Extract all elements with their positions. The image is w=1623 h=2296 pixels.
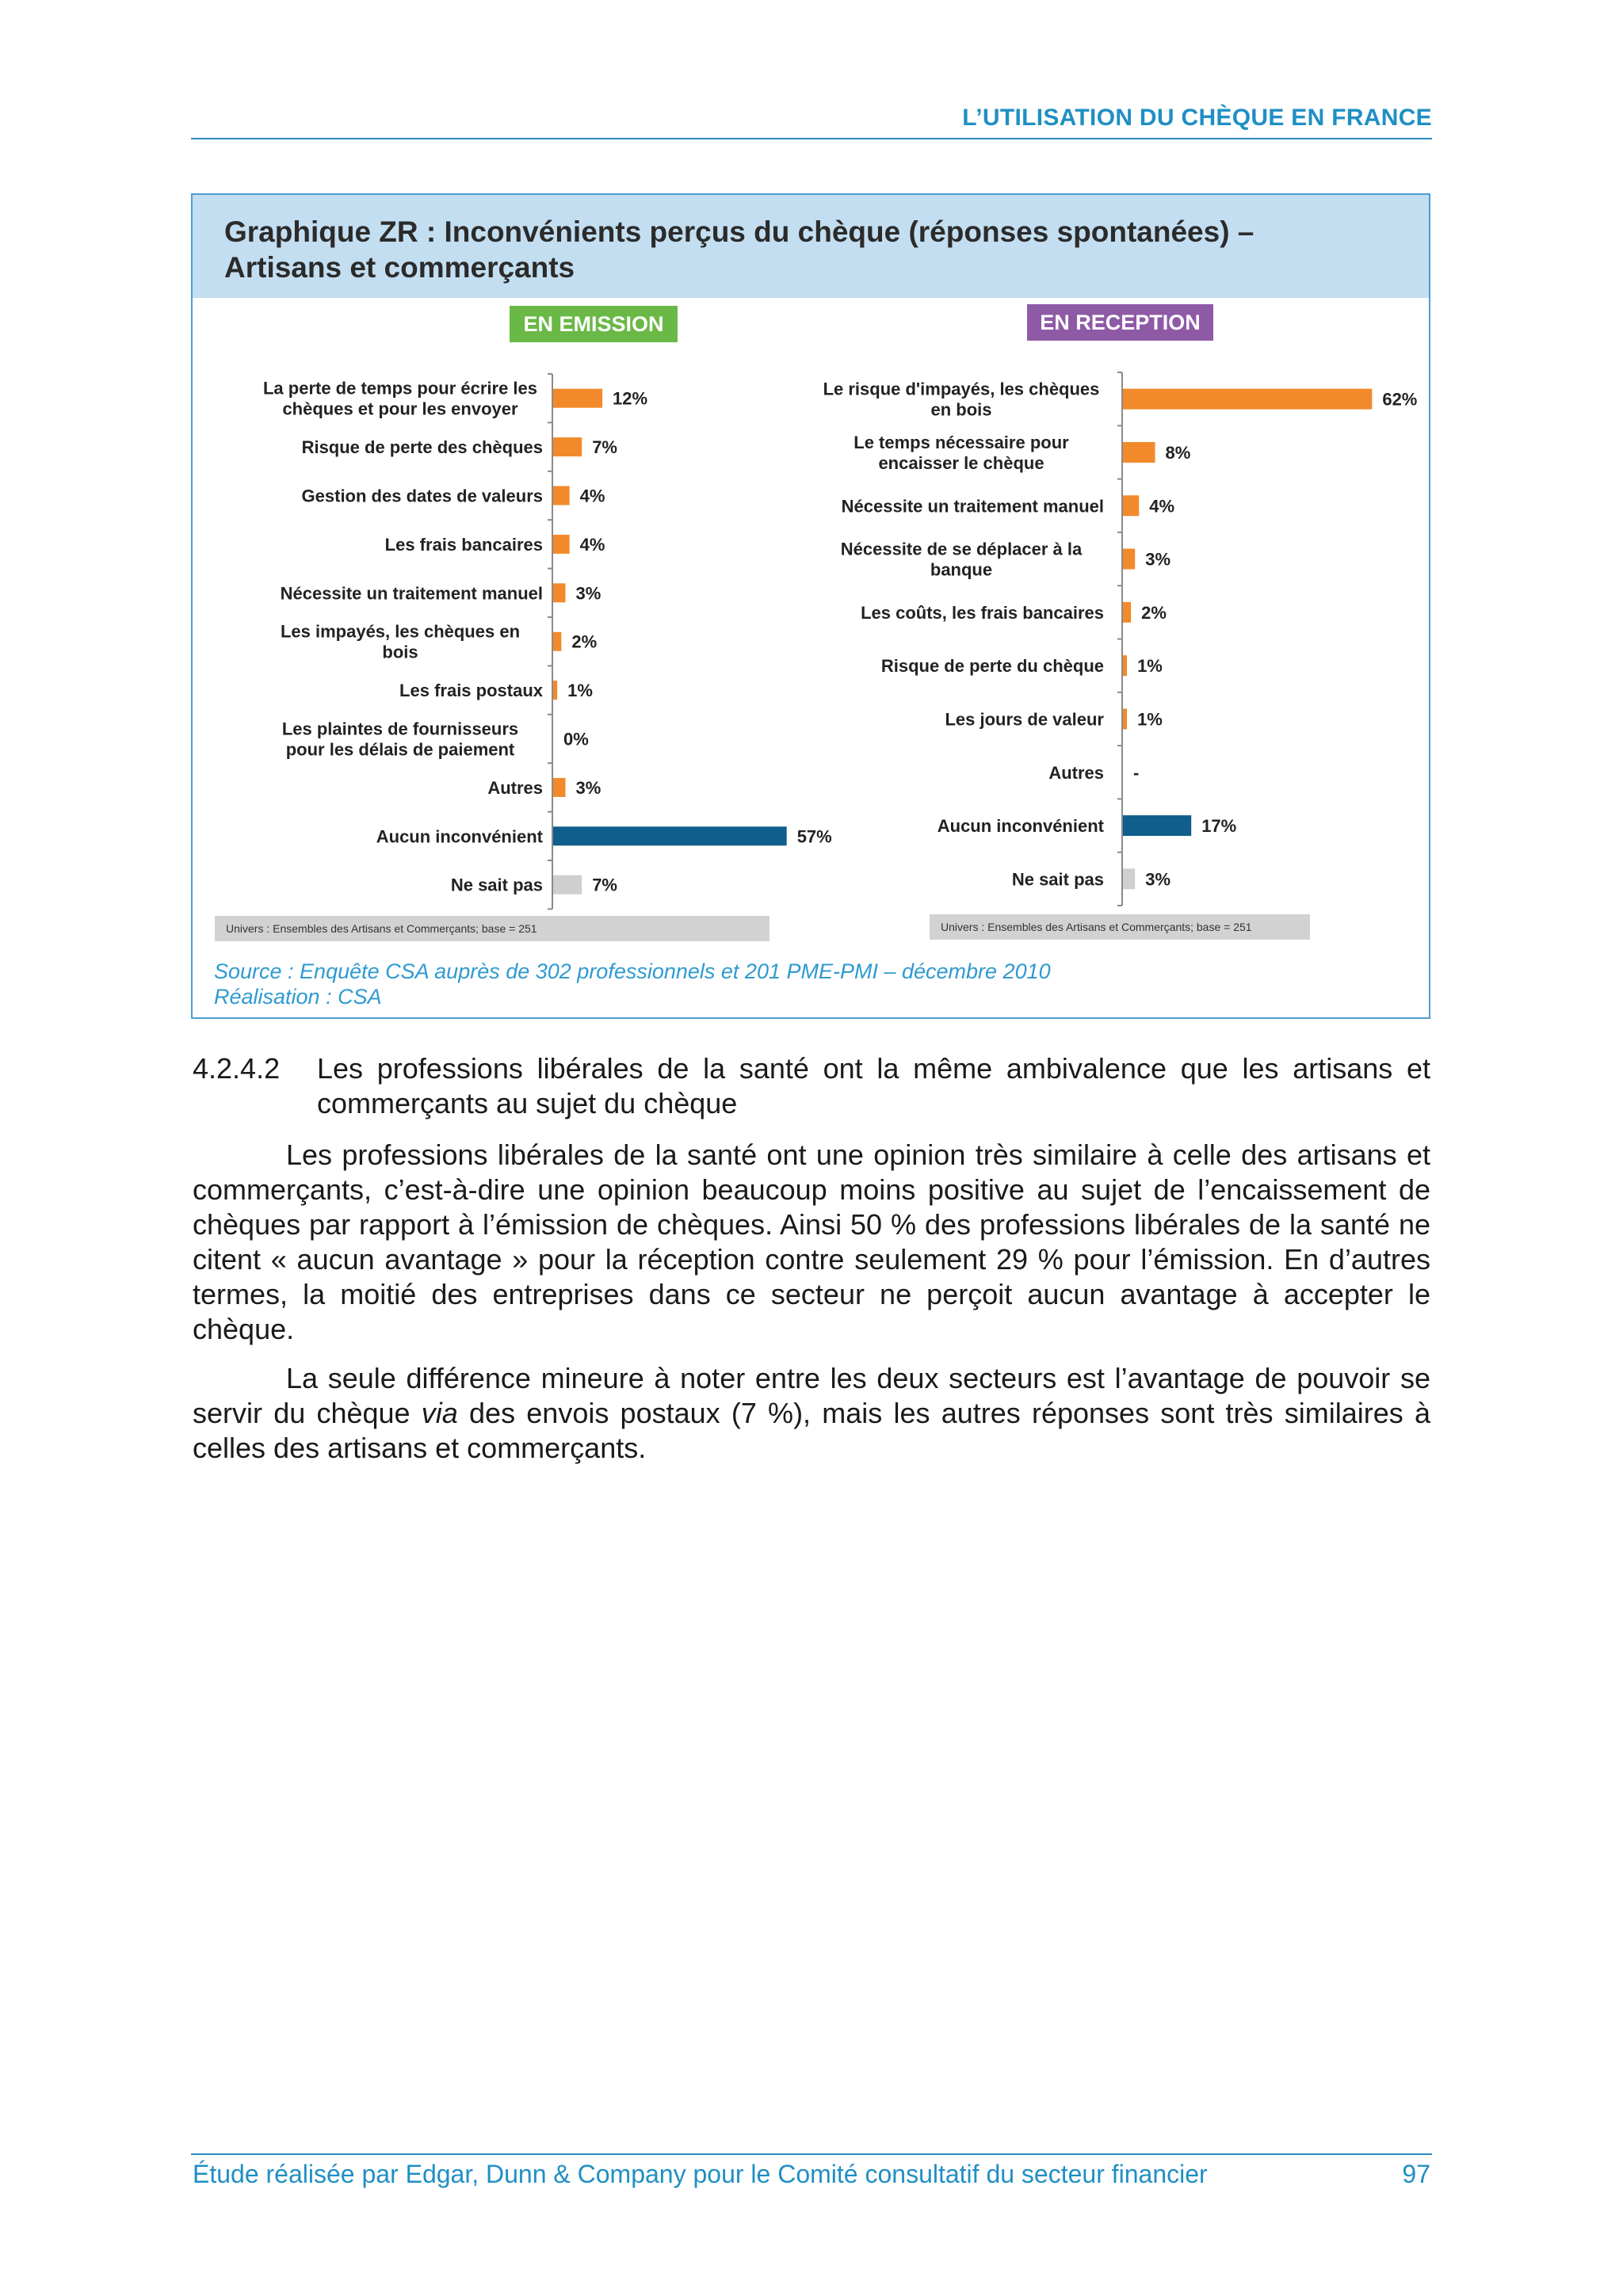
emission-bar [553,875,582,894]
running-header-title: L’UTILISATION DU CHÈQUE EN FRANCE [962,105,1432,131]
source-line: Source : Enquête CSA auprès de 302 professionnels et 201 PME-PMI – décembre 2010 [214,959,1051,983]
figure-box [191,193,1430,1019]
emission-bar [553,826,787,845]
reception-bar [1123,655,1127,676]
reception-category-label: Le risque d'impayés, les chèques en bois [823,379,1100,420]
emission-value-label: 7% [592,875,617,895]
emission-bar [553,389,602,408]
reception-bar [1123,708,1127,729]
paragraph-2-part-1: La seule différence mineure à noter entre les deux secteurs est l’avantage de pouvoir se servir du chèque [193,1362,1430,1429]
section-number: 4.2.4.2 [193,1052,281,1085]
emission-bar [553,681,557,700]
figure-source [214,959,1051,1009]
reception-value-label: 4% [1149,496,1175,517]
emission-value-label: 0% [563,729,589,749]
reception-value-label: - [1133,762,1140,783]
header-rule [191,138,1432,139]
footer-credit: Étude réalisée par Edgar, Dunn & Company pour le Comité consultatif du secteur financier [193,2160,1208,2188]
emission-value-label: 12% [613,388,648,409]
paragraph-2-italic: via [421,1397,458,1429]
reception-category-label: Les jours de valeur [945,709,1104,730]
emission-category-label: Les impayés, les chèques en bois [280,621,521,662]
reception-category-label: Nécessite un traitement manuel [841,496,1104,517]
bar-charts-svg [193,195,1432,1020]
emission-bar [553,535,570,554]
reception-value-label: 17% [1201,816,1237,837]
paragraph-2-part-2: des envois postaux (7 %), mais les autres réponses sont très similaires à celles des artisans et commerçants. [193,1397,1430,1464]
reception-value-label: 8% [1165,442,1191,463]
reception-value-label: 2% [1141,602,1167,623]
chart-area [193,195,1432,1020]
emission-value-label: 4% [579,534,605,555]
footer-rule [191,2153,1432,2155]
page-number: 97 [1402,2160,1430,2188]
emission-category-label: Gestion des dates de valeurs [301,486,543,506]
emission-category-label: Les frais postaux [399,681,543,701]
reception-value-label: 3% [1145,549,1171,570]
reception-bar [1123,815,1191,836]
reception-category-label: Nécessite de se déplacer à la banque [840,539,1083,580]
universe-note-right: Univers : Ensembles des Artisans et Commerçants; base = 251 [930,914,1310,940]
emission-category-label: Autres [487,777,543,798]
reception-bar [1123,442,1155,463]
emission-category-label: Aucun inconvénient [376,826,543,847]
figure-title: Graphique ZR : Inconvénients perçus du chèque (réponses spontanées) – Artisans et commerçants [224,215,1254,284]
emission-category-label: Ne sait pas [450,875,543,895]
realisation-line: Réalisation : CSA [214,985,382,1009]
section-title: Les professions libérales de la santé ont la même ambivalence que les artisans et commerçants au sujet du chèque [317,1052,1430,1119]
emission-value-label: 3% [575,583,601,604]
reception-value-label: 62% [1382,389,1418,410]
emission-bar [553,632,561,651]
reception-category-label: Les coûts, les frais bancaires [861,602,1104,623]
reception-bar [1123,602,1131,623]
reception-category-label: Le temps nécessaire pour encaisser le chèque [854,432,1069,473]
reception-category-label: Aucun inconvénient [937,816,1104,837]
emission-value-label: 1% [567,681,593,701]
emission-value-label: 4% [579,486,605,506]
reception-value-label: 3% [1145,869,1171,890]
emission-value-label: 57% [796,826,832,847]
universe-note-left: Univers : Ensembles des Artisans et Commerçants; base = 251 [215,916,769,941]
paragraph-1: Les professions libérales de la santé ont une opinion très similaire à celle des artisans et commerçants, c’est-à-dire une opinion beaucoup moins positive au sujet de l’encaissement de chèques par rapport à l’émission de chèques. Ainsi 50 % des professions libérales de la santé ne citent « aucun avantage » pour la réception contre seulement 29 % pour l’émission. En d’autres termes, la moitié des entreprises dans ce secteur ne perçoit aucun avantage à accepter le chèque. [193,1138,1430,1345]
reception-value-label: 1% [1137,656,1163,677]
emission-category-label: La perte de temps pour écrire les chèques et pour les envoyer [262,378,538,419]
panel-title-emission: EN EMISSION [510,306,678,342]
emission-category-label: Les frais bancaires [384,534,543,555]
reception-category-label: Risque de perte du chèque [880,656,1104,677]
emission-bar [553,437,582,456]
emission-value-label: 7% [592,437,617,458]
emission-value-label: 3% [575,777,601,798]
reception-bar [1123,495,1139,516]
emission-category-label: Les plaintes de fournisseurs pour les délais de paiement [281,719,519,760]
panel-title-reception: EN RECEPTION [1027,304,1213,341]
reception-category-label: Ne sait pas [1011,869,1104,890]
reception-bar [1123,389,1372,410]
reception-bar [1123,868,1135,889]
emission-category-label: Nécessite un traitement manuel [280,583,543,604]
reception-value-label: 1% [1137,709,1163,730]
emission-bar [553,486,570,505]
reception-category-label: Autres [1048,762,1104,783]
emission-bar [553,778,566,797]
reception-bar [1123,549,1135,570]
emission-category-label: Risque de perte des chèques [301,437,543,458]
paragraph-2 [193,1361,1430,1466]
emission-value-label: 2% [571,631,598,652]
emission-bar [553,583,566,602]
